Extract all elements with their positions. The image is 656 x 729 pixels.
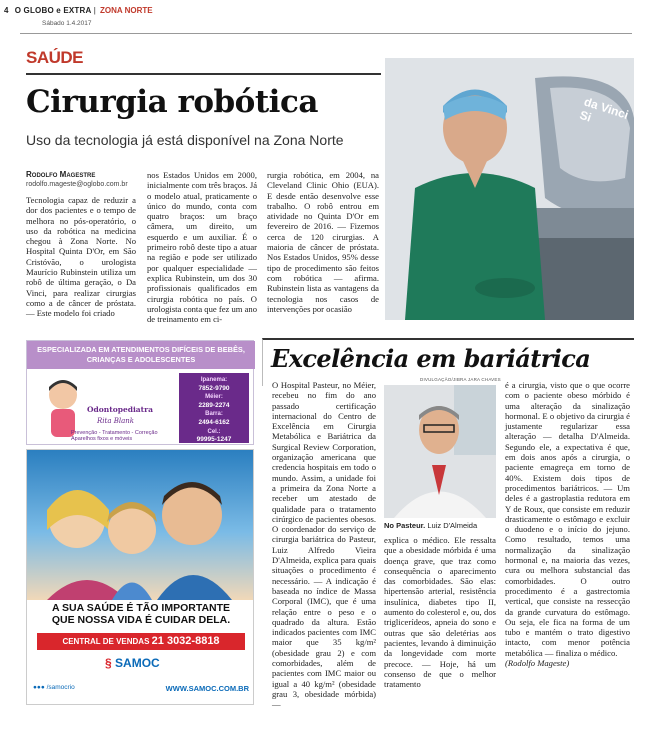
article-text: Tecnologia capaz de reduzir a dor dos pacientes e o tempo de melhora no pós-operatório, o uso da robótica na medicina chegou à Zona Norte. No Hospital Quinta D'Or, em São Cristóvão, o urologista Maurício Rubinstein utiliza um robô de última geração, o Da Vinci, para realizar cirurgias como a de câncer de próstata. — Este modelo foi criado bbox=[26, 195, 136, 319]
dental-ad-tagline-2: Aparelhos fixos e móveis bbox=[71, 436, 133, 442]
samoc-brand: SAMOC bbox=[115, 656, 160, 670]
dental-ad-contacts bbox=[179, 373, 249, 443]
sales-phone: 21 3032-8818 bbox=[151, 635, 220, 647]
health-ad-footer bbox=[33, 684, 249, 693]
health-ad-headline bbox=[27, 602, 254, 626]
article-headline: Cirurgia robótica bbox=[26, 84, 318, 120]
samoc-logo bbox=[105, 656, 160, 670]
contact-label: Méier: bbox=[205, 394, 223, 401]
section-label: SAÚDE bbox=[26, 48, 84, 67]
social-handle: /samocrio bbox=[46, 684, 75, 691]
robot-brand-text: da Vinci Si bbox=[577, 94, 631, 125]
photo-credit: DIVULGAÇÃO/JIBRA JARA CHAVES bbox=[420, 377, 501, 382]
author-name: Rodolfo Magestre bbox=[26, 170, 96, 179]
article-signature: (Rodolfo Mageste) bbox=[505, 658, 570, 669]
byline bbox=[26, 170, 128, 188]
article-text: nos Estados Unidos em 2000, inicialmente com três braços. Já o modelo atual, praticamente o único do mundo, conta com quatro braços: um braço câmera, um direito, um esquerdo e um auxiliar. É o primeiro robô deste tipo a atuar na região e pode ser utilizado por qualquer especialidade — explica Rubinstein, um dos 30 profissionais qualificados em cirurgia robótica no país. O urologista conta que fez um ano de treinamento em ci- bbox=[147, 170, 258, 325]
contact-phone: 7852-9790 bbox=[198, 384, 230, 392]
page-number: 4 bbox=[4, 6, 9, 15]
doctor-photo bbox=[384, 385, 496, 518]
page-header bbox=[4, 6, 153, 15]
issue-date: Sábado 1.4.2017 bbox=[42, 20, 92, 27]
dental-ad-tagline-1: Prevenção - Tratamento - Correção bbox=[71, 430, 158, 436]
s-logo-icon: § bbox=[105, 656, 112, 670]
article-subtitle: Uso da tecnologia já está disponível na Zona Norte bbox=[26, 132, 344, 148]
sales-label: CENTRAL DE VENDAS bbox=[62, 637, 150, 646]
dental-ad-headline: ESPECIALIZADA EM ATENDIMENTOS DIFÍCEIS DE BEBÊS, CRIANÇAS E ADOLESCENTES bbox=[27, 341, 255, 369]
header-separator: | bbox=[93, 6, 96, 15]
health-ad-line-2: QUE NOSSA VIDA É CUIDAR DELA. bbox=[51, 614, 231, 626]
author-email: rodolfo.mageste@oglobo.com.br bbox=[26, 181, 128, 188]
zone-label: ZONA NORTE bbox=[100, 6, 153, 15]
article2-column-3 bbox=[505, 380, 630, 668]
family-illustration bbox=[27, 450, 254, 600]
dental-ad-tagline bbox=[71, 430, 158, 442]
article2-column-2 bbox=[384, 535, 496, 689]
contact-phone: 2494-6162 bbox=[198, 418, 230, 426]
article2-title: Excelência em bariátrica bbox=[271, 344, 591, 373]
contact-label: Ipanema: bbox=[200, 377, 228, 383]
caption-bold: No Pasteur. bbox=[384, 521, 426, 530]
article-text: O Hospital Pasteur, no Méier, recebeu no fim do ano passado certificação internacional do Centro de Excelência em Cirurgia Metabólica e Bariátrica da Surgical Review Corporation, organização americana que credencia hospitais em todo o mundo. Assim, a unidade foi a primeira da Zona Norte a receber um atestado de qualidade para o tratamento cirúrgico de pacientes obesos. O coordenador do serviço de cirurgia bariátrica do Pasteur, Luiz Alfredo Vieira D'Almeida, explica para quais situações o procedimento é necessário. — A indicação é baseada no índice de Massa Corporal (IMC), que é uma relação entre o peso e o quadrado da altura. Estão indicados pacientes com IMC maior que 35 kg/m² (obesidade grau 2) e com comorbidades, além de pacientes com IMC maior ou igual a 40 kg/m² (obesidade grau 3, obesidade mórbida) — bbox=[272, 380, 376, 710]
dental-ad-doctor: Rita Blank bbox=[97, 417, 135, 425]
dental-ad[interactable] bbox=[26, 340, 254, 445]
family-photo bbox=[27, 450, 254, 600]
health-plan-ad[interactable] bbox=[26, 449, 254, 705]
header-divider bbox=[20, 33, 632, 34]
social-icons: ●●● bbox=[33, 684, 47, 691]
doctor-illustration bbox=[384, 385, 496, 518]
article-text: rurgia robótica, em 2004, na Cleveland Clinic Ohio (EUA). E desde então desenvolve esse trabalho. O robô entrou em atividade no Quinta D'Or em fevereiro de 2016. — Fizemos cerca de 120 cirurgias. A maioria de câncer de próstata. Nos Estados Unidos, 95% desse tipo de procedimento são feitos com robótica — afirma. Rubinstein lista as vantagens da tecnologia nos casos de intervenções por ocasião bbox=[267, 170, 379, 314]
article-column-2 bbox=[147, 170, 257, 324]
contact-label: Cel.: bbox=[207, 428, 221, 435]
dental-ad-brand: Odontopediatra bbox=[87, 405, 153, 414]
health-ad-line-1: A SUA SAÚDE É TÃO IMPORTANTE bbox=[51, 602, 231, 614]
caption-text: Luiz D'Almeida bbox=[427, 521, 478, 530]
contact-label: Barra: bbox=[205, 411, 223, 418]
article2-column-1 bbox=[272, 380, 376, 710]
surgeon-robot-photo bbox=[385, 58, 634, 320]
photo-caption bbox=[384, 521, 477, 530]
article-column-1 bbox=[26, 195, 136, 319]
section-divider bbox=[26, 73, 381, 75]
sales-phone-banner[interactable] bbox=[37, 633, 245, 650]
contact-phone: 99995-1247 bbox=[196, 436, 232, 444]
website-link[interactable]: WWW.SAMOC.COM.BR bbox=[165, 684, 249, 693]
article-column-3 bbox=[267, 170, 379, 314]
contact-phone: 2289-2274 bbox=[198, 401, 230, 409]
article-text: é a cirurgia, visto que o que ocorre com o paciente obeso mórbido é uma alteração da sinalização hormonal. E o objetivo da cirurgia é justamente regularizar essa alteração — detalha D'Almeida. Segundo ele, a expectativa é que, em dois anos após a cirurgia, o paciente emagreça em torno de 40%. Existem dois tipos de procedimentos bariátricos. — Um deles é a gastroplastia redutora em Y de Roux, que consiste em reduzir drasticamente o estômago e excluir o duodeno e o início do jejuno. Como resultado, temos uma normalização da sinalização hormonal e, na maioria das vezes, cura ou melhora substancial das comorbidades. O outro procedimento é a gastrectomia vertical, que consiste na ressecção da grande curvatura do estômago. Ou seja, ele fica na forma de um tubo e mantém o trato digestivo intacto, com menor potência metabólica — finaliza o médico. bbox=[505, 380, 630, 658]
publication-name: O GLOBO e EXTRA bbox=[14, 6, 92, 15]
article-text: explica o médico. Ele ressalta que a obesidade mórbida é uma doença grave, que traz como consequência o aparecimento das comorbidades. São elas: hipertensão arterial, resistência insulínica, diabetes tipo II, aumento do colesterol e, ou, dos triglicerídeos, apneia do sono e outras que são deletérias aos pacientes, levando à diminuição da longevidade com morte precoce. — Hoje, há um consenso de que o melhor tratamento bbox=[384, 535, 496, 690]
